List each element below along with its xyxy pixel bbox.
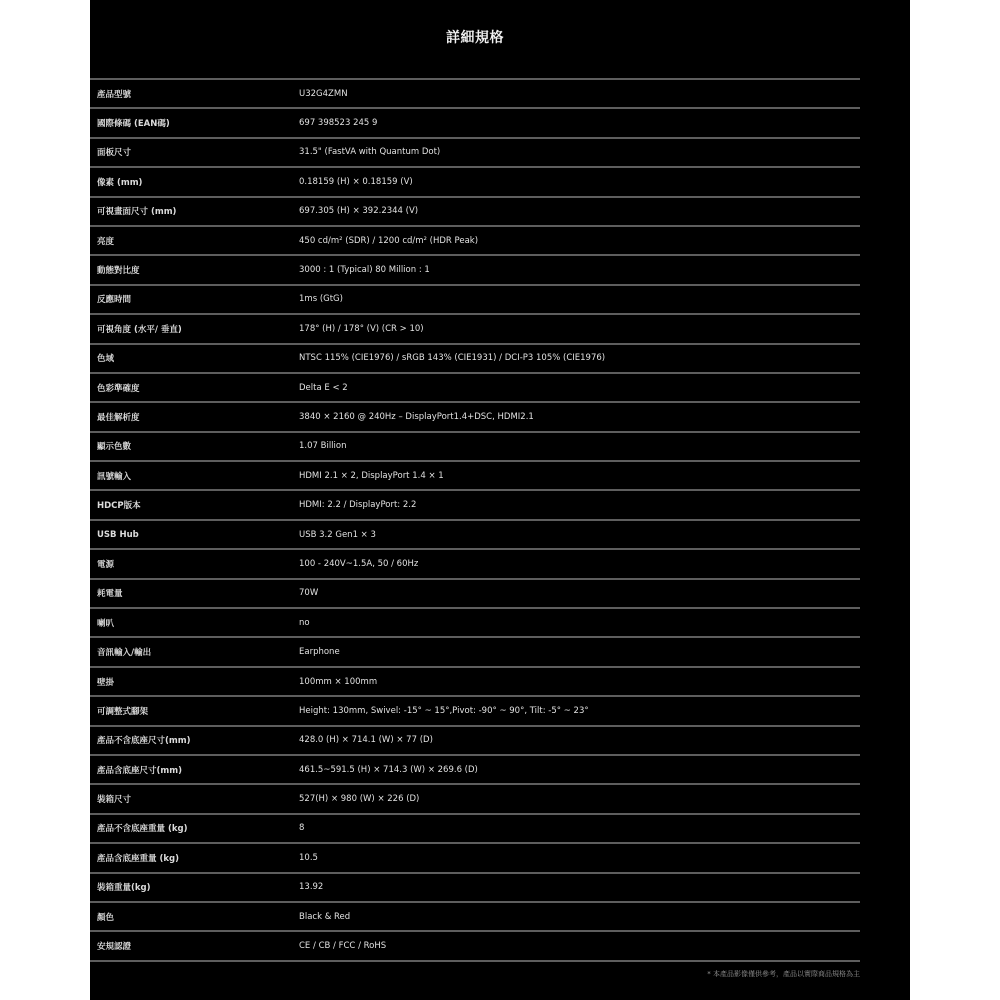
spec-label: 裝箱重量(kg) <box>97 883 151 894</box>
spec-label: 產品不含底座重量 (kg) <box>97 824 188 835</box>
spec-label: 喇叭 <box>97 618 115 629</box>
spec-label: 顯示色數 <box>97 442 132 453</box>
spec-value: HDMI: 2.2 / DisplayPort: 2.2 <box>299 500 417 511</box>
spec-label: 音訊輸入/輸出 <box>97 648 152 659</box>
spec-label: 可調整式腳架 <box>97 706 149 717</box>
spec-row <box>90 433 860 462</box>
spec-row <box>90 609 860 638</box>
spec-row <box>90 874 860 903</box>
spec-value: 697.305 (H) × 392.2344 (V) <box>299 206 419 217</box>
spec-row <box>90 756 860 785</box>
spec-label: 產品含底座尺寸(mm) <box>97 765 182 776</box>
spec-label: 國際條碼 (EAN碼) <box>97 119 170 130</box>
spec-label: 反應時間 <box>97 295 132 306</box>
spec-label: 產品型號 <box>97 89 132 100</box>
spec-row <box>90 491 860 520</box>
spec-row <box>90 903 860 932</box>
spec-row <box>90 345 860 374</box>
spec-label: 壁掛 <box>97 677 115 688</box>
spec-value: 450 cd/m² (SDR) / 1200 cd/m² (HDR Peak) <box>299 235 479 246</box>
spec-label: 產品不含底座尺寸(mm) <box>97 736 191 747</box>
spec-value: 697 398523 245 9 <box>299 118 378 129</box>
spec-value: 31.5" (FastVA with Quantum Dot) <box>299 147 441 158</box>
spec-value: 461.5~591.5 (H) × 714.3 (W) × 269.6 (D) <box>299 764 478 775</box>
spec-label: 像素 (mm) <box>97 177 143 188</box>
spec-value: Delta E < 2 <box>299 382 348 393</box>
spec-row <box>90 227 860 256</box>
spec-row <box>90 844 860 873</box>
spec-row <box>90 932 860 961</box>
spec-label: 可視畫面尺寸 (mm) <box>97 207 177 218</box>
spec-value: 1.07 Billion <box>299 441 347 452</box>
spec-row <box>90 727 860 756</box>
spec-row <box>90 462 860 491</box>
spec-value: 3840 × 2160 @ 240Hz – DisplayPort1.4+DSC, HDMI2.1 <box>299 411 534 422</box>
spec-value: 428.0 (H) × 714.1 (W) × 77 (D) <box>299 735 433 746</box>
spec-row <box>90 139 860 168</box>
spec-value: U32G4ZMN <box>299 88 348 99</box>
spec-label: 顏色 <box>97 912 115 923</box>
spec-value: 13.92 <box>299 882 324 893</box>
spec-value: CE / CB / FCC / RoHS <box>299 941 387 952</box>
spec-label: 產品含底座重量 (kg) <box>97 853 179 864</box>
spec-table <box>90 78 860 962</box>
spec-value: 100 - 240V~1.5A, 50 / 60Hz <box>299 558 419 569</box>
spec-row <box>90 697 860 726</box>
spec-value: Black & Red <box>299 911 351 922</box>
spec-value: no <box>299 617 310 628</box>
spec-row <box>90 286 860 315</box>
disclaimer-footnote: * 本產品影像僅供參考，產品以實際商品規格為主 <box>707 970 860 978</box>
spec-label: HDCP版本 <box>97 501 141 512</box>
spec-value: NTSC 115% (CIE1976) / sRGB 143% (CIE1931) / DCI-P3 105% (CIE1976) <box>299 353 606 364</box>
spec-row <box>90 580 860 609</box>
page-title: 詳細規格 <box>446 30 504 46</box>
spec-row <box>90 80 860 109</box>
spec-label: 動態對比度 <box>97 266 140 277</box>
spec-label: 色域 <box>97 354 115 365</box>
spec-value: 1ms (GtG) <box>299 294 343 305</box>
spec-row <box>90 550 860 579</box>
spec-label: 耗電量 <box>97 589 123 600</box>
spec-value: 8 <box>299 823 305 834</box>
spec-label: 最佳解析度 <box>97 412 140 423</box>
spec-label: 安規認證 <box>97 942 132 953</box>
spec-value: 10.5 <box>299 852 318 863</box>
spec-label: USB Hub <box>97 529 139 540</box>
spec-row <box>90 109 860 138</box>
spec-value: Height: 130mm, Swivel: -15° ~ 15°,Pivot: -90° ~ 90°, Tilt: -5° ~ 23° <box>299 705 589 716</box>
spec-label: 裝箱尺寸 <box>97 795 132 806</box>
spec-value: Earphone <box>299 647 340 658</box>
spec-row <box>90 785 860 814</box>
spec-row <box>90 315 860 344</box>
spec-row <box>90 668 860 697</box>
spec-row <box>90 403 860 432</box>
spec-label: 可視角度 (水平/ 垂直) <box>97 324 182 335</box>
spec-label: 亮度 <box>97 236 115 247</box>
spec-row <box>90 168 860 197</box>
spec-row <box>90 521 860 550</box>
spec-value: 70W <box>299 588 319 599</box>
spec-label: 訊號輸入 <box>97 471 132 482</box>
spec-panel <box>90 0 910 1000</box>
spec-label: 電源 <box>97 559 115 570</box>
spec-value: 100mm × 100mm <box>299 676 378 687</box>
spec-value: 527(H) × 980 (W) × 226 (D) <box>299 794 420 805</box>
spec-label: 色彩準確度 <box>97 383 140 394</box>
spec-value: 0.18159 (H) × 0.18159 (V) <box>299 176 413 187</box>
spec-row <box>90 638 860 667</box>
spec-value: 3000 : 1 (Typical) 80 Million : 1 <box>299 265 430 276</box>
spec-label: 面板尺寸 <box>97 148 132 159</box>
spec-value: 178° (H) / 178° (V) (CR > 10) <box>299 323 424 334</box>
spec-row <box>90 815 860 844</box>
spec-row <box>90 256 860 285</box>
spec-value: USB 3.2 Gen1 × 3 <box>299 529 376 540</box>
spec-row <box>90 198 860 227</box>
spec-value: HDMI 2.1 × 2, DisplayPort 1.4 × 1 <box>299 470 444 481</box>
spec-row <box>90 374 860 403</box>
